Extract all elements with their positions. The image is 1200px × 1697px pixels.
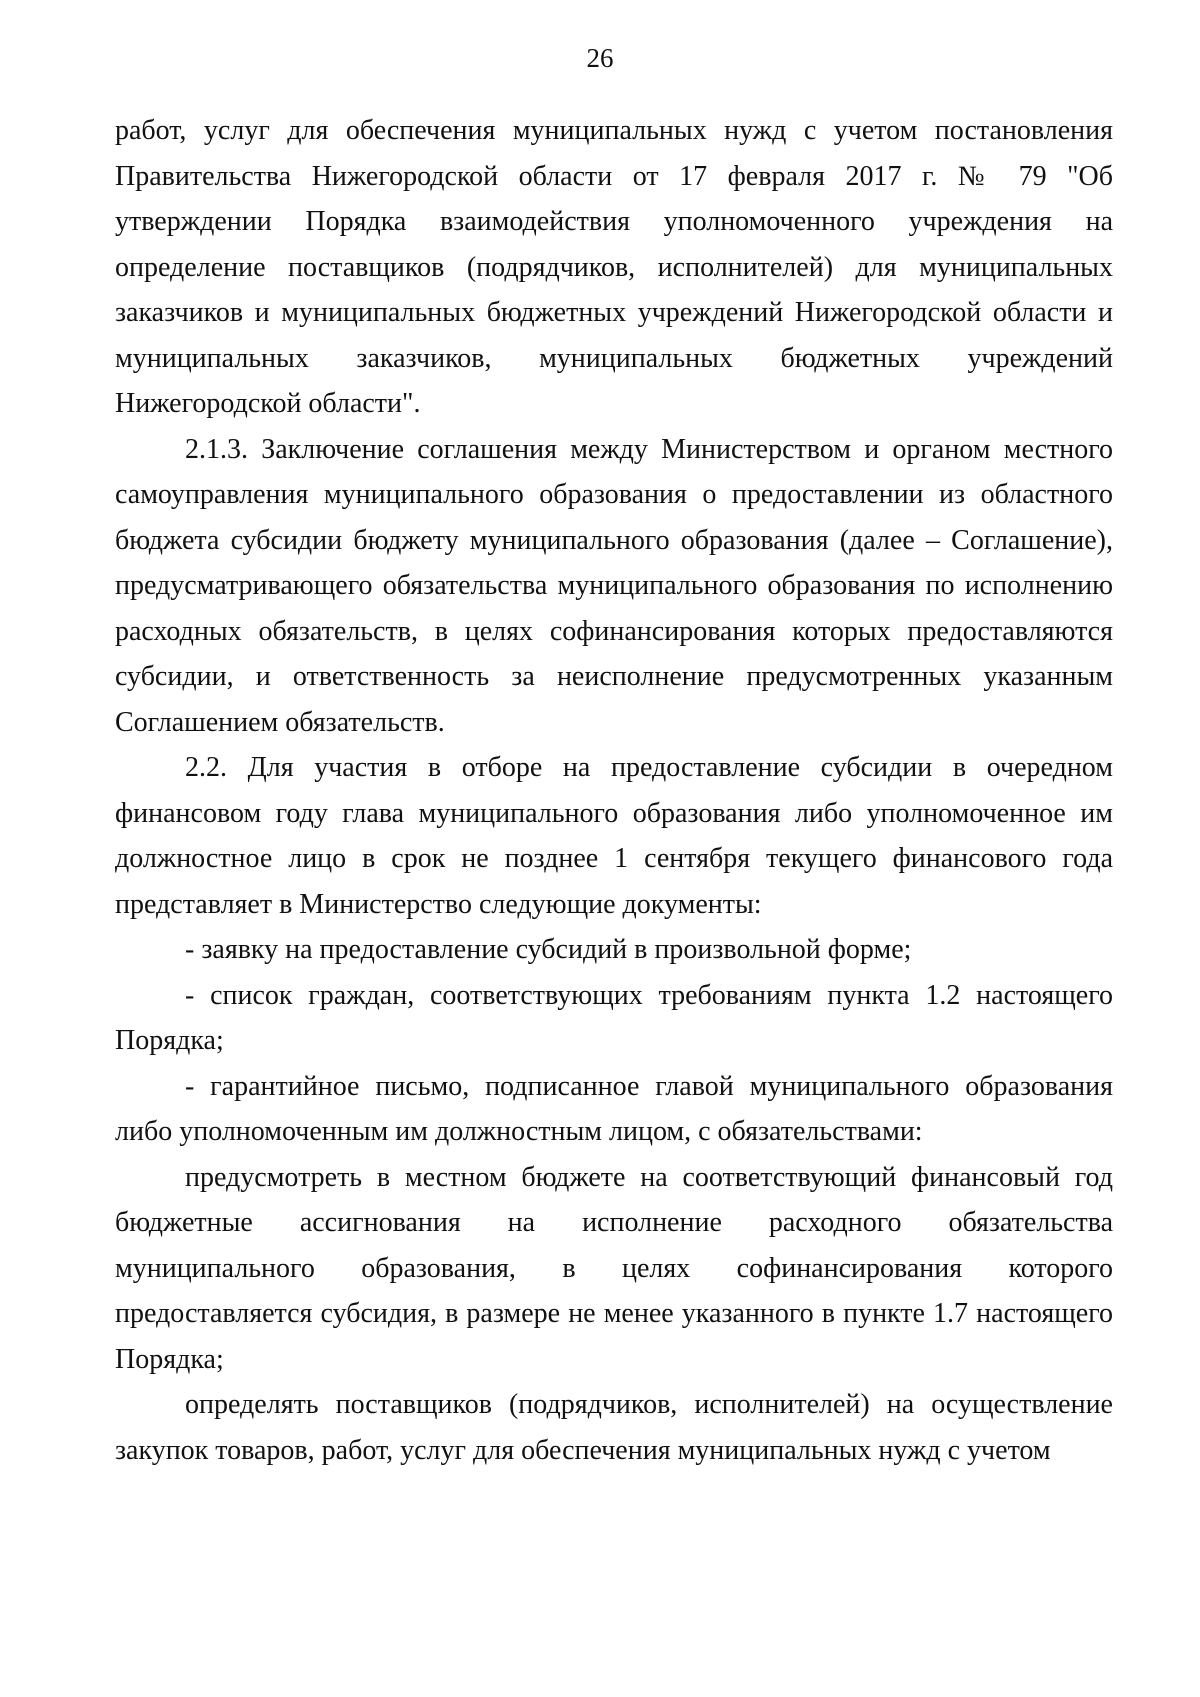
document-body (115, 108, 1113, 1473)
obligation-budget: предусмотреть в местном бюджете на соответствующий финансовый год бюджетные ассигнования на исполнение расходного обязательства муниципального образования, в целях софинансирования которого предоставляется субсидия, в размере не менее указанного в пункте 1.7 настоящего Порядка; (115, 1161, 1113, 1375)
page-number: 26 (586, 43, 614, 73)
paragraph-2-1-3: 2.1.3. Заключение соглашения между Министерством и органом местного самоуправления муниципального образования о предоставлении из областного бюджета субсидии бюджету муниципального образования (далее – Соглашение), предусматривающего обязательства муниципального образования по исполнению расходных обязательств, в целях софинансирования которых предоставляются субсидии, и ответственность за неисполнение предусмотренных указанным Соглашением обязательств. (115, 433, 1113, 738)
obligation-suppliers: определять поставщиков (подрядчиков, исполнителей) на осуществление закупок товаров, работ, услуг для обеспечения муниципальных нужд с учетом (115, 1389, 1113, 1466)
paragraph-continuation: работ, услуг для обеспечения муниципальных нужд с учетом постановления Правительства Нижегородской области от 17 февраля 2017 г. № 79 "Об утверждении Порядка взаимодействия уполномоченного учреждения на определение поставщиков (подрядчиков, исполнителей) для муниципальных заказчиков и муниципальных бюджетных учреждений Нижегородской области и муниципальных заказчиков, муниципальных бюджетных учреждений Нижегородской области". (115, 115, 1113, 419)
list-item-application: - заявку на предоставление субсидий в произвольной форме; (185, 934, 912, 965)
list-item-citizens-list: - список граждан, соответствующих требованиям пункта 1.2 настоящего Порядка; (115, 979, 1113, 1056)
list-item-guarantee-letter: - гарантийное письмо, подписанное главой муниципального образования либо уполномоченным им должностным лицом, с обязательствами: (115, 1070, 1113, 1147)
paragraph-2-2: 2.2. Для участия в отборе на предоставление субсидии в очередном финансовом году глава муниципального образования либо уполномоченное им должностное лицо в срок не позднее 1 сентября текущего финансового года представляет в Министерство следующие документы: (115, 752, 1113, 920)
